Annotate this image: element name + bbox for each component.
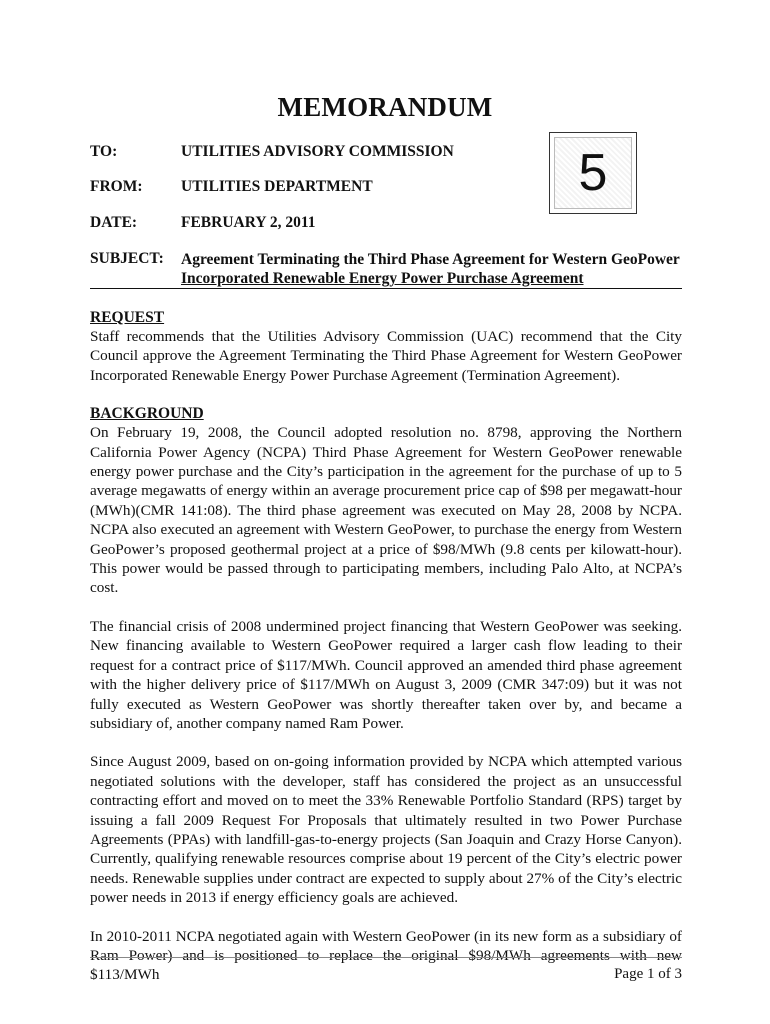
- subject-value: [181, 250, 681, 288]
- from-value: UTILITIES DEPARTMENT: [181, 178, 373, 195]
- page-number: Page 1 of 3: [614, 966, 682, 982]
- background-paragraph-3: Since August 2009, based on on-going information provided by NCPA which attempted various negotiated solutions with the developer, staff has considered the project as an unsuccessful contracting effort and moved on to meet the 33% Renewable Portfolio Standard (RPS) target by issuing a fall 2009 Request For Proposals that ultimately resulted in two Power Purchase Agreements (PPAs) with landfill-gas-to-energy projects (San Joaquin and Crazy Horse Canyon). Currently, qualifying renewable resources comprise about 19 percent of the City’s electric power needs. Renewable supplies under contract are expected to supply about 27% of the City’s electric power needs in 2013 if energy efficiency goals are achieved.: [90, 753, 682, 907]
- to-label: TO:: [90, 143, 118, 160]
- memo-title: MEMORANDUM: [277, 92, 493, 122]
- memo-body: [90, 308, 682, 1004]
- subject-line-1: Agreement Terminating the Third Phase Agreement for Western GeoPower: [181, 251, 680, 268]
- header-divider: [90, 288, 682, 289]
- to-value: UTILITIES ADVISORY COMMISSION: [181, 143, 454, 160]
- date-value: FEBRUARY 2, 2011: [181, 214, 316, 231]
- agenda-item-box: [549, 132, 637, 214]
- background-paragraph-2: The financial crisis of 2008 undermined project financing that Western GeoPower was seeking. New financing available to Western GeoPower required a larger cash flow leading to their request for a contract price of $117/MWh. Council approved an amended third phase agreement with the higher delivery price of $117/MWh on August 3, 2009 (CMR 347:09) but it was not fully executed as Western GeoPower was shortly thereafter taken over by, and became a subsidiary of, another company named Ram Power.: [90, 617, 682, 732]
- subject-label: SUBJECT:: [90, 250, 164, 267]
- request-paragraph: Staff recommends that the Utilities Advisory Commission (UAC) recommend that the City Council approve the Agreement Terminating the Third Phase Agreement for Western GeoPower Incorporated Renewable Energy Power Purchase Agreement (Termination Agreement).: [90, 328, 682, 384]
- footer-divider: [90, 957, 682, 958]
- background-paragraph-1: On February 19, 2008, the Council adopted resolution no. 8798, approving the Northern California Power Agency (NCPA) Third Phase Agreement for Western GeoPower renewable energy power purchase and the City’s participation in the agreement for the purchase of up to 5 average megawatts of energy within an average procurement price cap of $98 per megawatt-hour (MWh)(CMR 141:08). The third phase agreement was executed on May 28, 2008 by NCPA. NCPA also executed an agreement with Western GeoPower, to purchase the energy from Western GeoPower’s proposed geothermal project at a price of $98/MWh (9.8 cents per kilowatt-hour). This power would be passed through to participating members, including Palo Alto, at NCPA’s cost.: [90, 424, 682, 597]
- request-heading: REQUEST: [90, 309, 165, 326]
- background-heading: BACKGROUND: [90, 405, 204, 423]
- agenda-item-number: 5: [578, 144, 608, 202]
- from-label: FROM:: [90, 178, 143, 195]
- background-paragraph-4: In 2010-2011 NCPA negotiated again with Western GeoPower (in its new form as a subsidiary of Ram Power) and is positioned to replace the original $98/MWh agreements with new $113/MWh: [90, 927, 682, 984]
- date-label: DATE:: [90, 214, 138, 231]
- subject-line-2: Incorporated Renewable Energy Power Purchase Agreement: [181, 270, 584, 287]
